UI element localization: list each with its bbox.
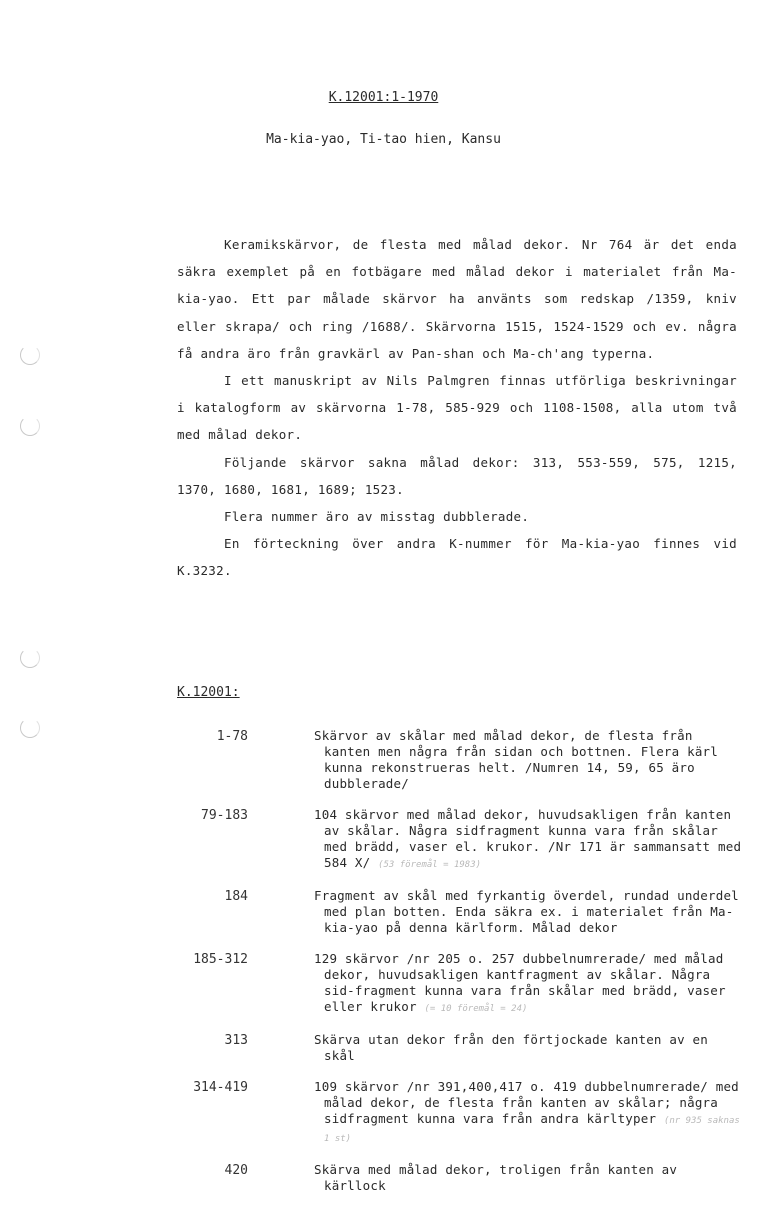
entry-text: Skärva utan dekor från den förtjockade kanten av en skål (314, 1032, 709, 1063)
entry-number: 313 (224, 1033, 248, 1048)
catalog-entry (0, 888, 767, 936)
entry-text: Skärvor av skålar med målad dekor, de flesta från kanten men några från sidan och bottnen. Flera kärl kunna rekonstrueras helt. /Numren 14, 59, 65 äro dubblerade/ (314, 728, 719, 791)
document-subtitle: Ma-kia-yao, Ti-tao hien, Kansu (266, 132, 501, 147)
entry-description (314, 728, 744, 792)
intro-paragraph: I ett manuskript av Nils Palmgren finnas utförliga beskrivningar i katalogform av skärvorna 1-78, 585-929 och 1108-1508, alla utom två med målad dekor. (177, 373, 737, 443)
entry-number: 185-312 (193, 952, 248, 967)
entry-description (314, 1162, 744, 1194)
punch-hole-icon (20, 345, 40, 365)
punch-hole-icon (20, 416, 40, 436)
entry-text: Skärva med målad dekor, troligen från kanten av kärllock (314, 1162, 678, 1193)
document-id: K.12001:1-1970 (328, 90, 439, 105)
entry-description (314, 951, 744, 1017)
entry-number: 420 (224, 1163, 248, 1178)
catalog-list (0, 728, 767, 1209)
catalog-label: K.12001: (177, 685, 240, 700)
intro-paragraph: Följande skärvor sakna målad dekor: 313, 553-559, 575, 1215, 1370, 1680, 1681, 1689; 1523. (177, 454, 737, 497)
entry-text: 109 skärvor /nr 391,400,417 o. 419 dubbelnumrerade/ med målad dekor, de flesta från kanten av skålar; några sidfragment kunna vara från andra kärltyper (314, 1079, 739, 1126)
entry-number: 79-183 (201, 808, 248, 823)
catalog-entry (0, 728, 767, 792)
intro-paragraph: Flera nummer äro av misstag dubblerade. (224, 509, 530, 525)
pencil-note: (nr 935 saknas 1 st) (324, 1116, 740, 1144)
catalog-entry (0, 1079, 767, 1147)
entry-number: 1-78 (216, 729, 248, 744)
entry-description (314, 888, 744, 936)
catalog-entry (0, 1032, 767, 1064)
entry-description (314, 807, 744, 873)
intro-paragraph: Keramikskärvor, de flesta med målad dekor. Nr 764 är det enda säkra exemplet på en fotbägare med målad dekor i materialet från Ma-kia-yao. Ett par målade skärvor ha använts som redskap /1359, kniv eller skrapa/ och ring /1688/. Skärvorna 1515, 1524-1529 och ev. några få andra äro från gravkärl av Pan-shan och Ma-ch'ang typerna. (177, 237, 737, 361)
pencil-note: (53 föremål = 1983) (378, 860, 482, 870)
entry-text: 104 skärvor med målad dekor, huvudsakligen från kanten av skålar. Några sidfragment kunna vara från skålar med brädd, vaser el. krukor. /Nr 171 är sammansatt med 584 X/ (314, 807, 742, 870)
entry-text: Fragment av skål med fyrkantig överdel, rundad underdel med plan botten. Enda säkra ex. i materialet från Ma-kia-yao på denna kärlform. Målad dekor (314, 888, 739, 935)
entry-number: 314-419 (193, 1080, 248, 1095)
catalog-entry (0, 1162, 767, 1194)
punch-hole-icon (20, 648, 40, 668)
entry-text: 129 skärvor /nr 205 o. 257 dubbelnumrerade/ med målad dekor, huvudsakligen kantfragment av skålar. Några sid-fragment kunna vara från skålar med brädd, vaser eller krukor (314, 951, 726, 1014)
catalog-entry (0, 807, 767, 873)
entry-number: 184 (224, 889, 248, 904)
entry-description (314, 1032, 744, 1064)
catalog-entry (0, 951, 767, 1017)
intro-text (177, 231, 737, 585)
intro-paragraph: En förteckning över andra K-nummer för Ma-kia-yao finnes vid K.3232. (177, 536, 737, 579)
pencil-note: (= 10 föremål = 24) (424, 1004, 528, 1014)
entry-description (314, 1079, 744, 1147)
